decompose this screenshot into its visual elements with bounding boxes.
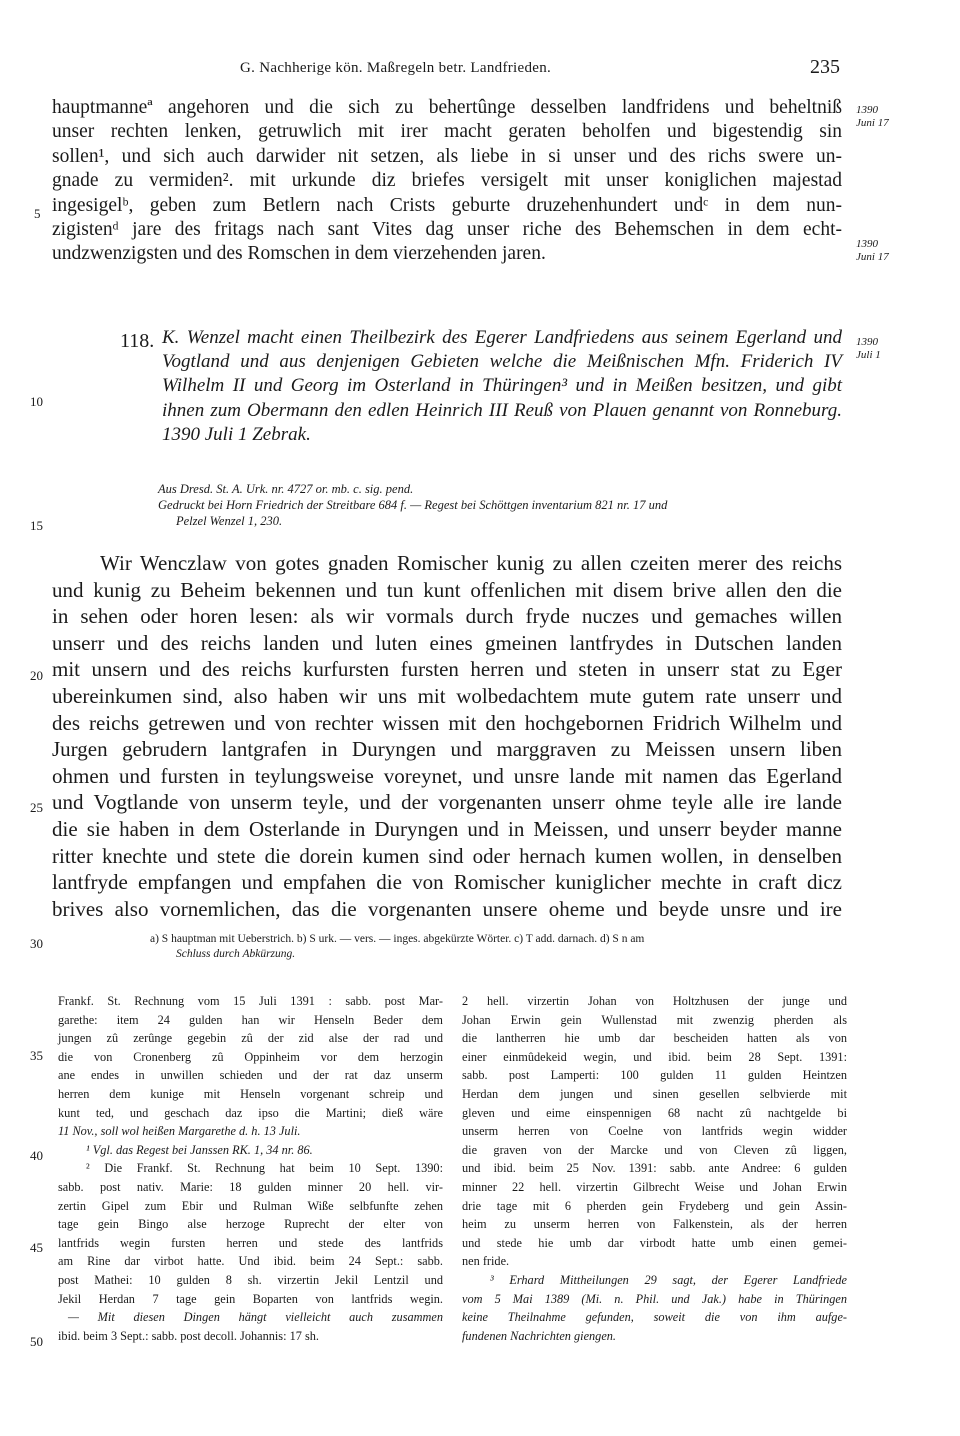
footnote-line: die graven von der Marcke und von Cleven zû liggen, <box>462 1142 847 1157</box>
footnote-line: ² Die Frankf. St. Rechnung hat beim 10 Sept. 1390: <box>86 1161 443 1176</box>
footnote-line: keine Theilnahme gefunden, soweit die von ihm aufge- <box>462 1310 847 1325</box>
heading-line: ihnen zum Obermann den edlen Heinrich III Reuß von Plauen genannt von Ronneburg. <box>162 399 842 421</box>
text-line: sollen¹, und sich auch darwider nit setzen, als liebe in si unser und des richs swere un- <box>52 145 842 167</box>
line-number: 20 <box>30 668 43 683</box>
line-number: 40 <box>30 1148 43 1163</box>
charter-line: mit unsern und des reichs kurfursten fursten herren und steten in unserr stat zu Eger <box>52 657 842 682</box>
line-number: 45 <box>30 1240 43 1255</box>
text-line: ingesigelᵇ, geben zum Betlern nach Crists geburte druzehenhundert undᶜ in dem nun- <box>52 194 842 216</box>
footnote-line: ¹ Vgl. das Regest bei Janssen RK. 1, 34 nr. 86. <box>86 1142 313 1157</box>
text-line: hauptmanneª angehoren und die sich zu behertûnge desselben landfridens und beheltniß <box>52 97 842 118</box>
footnote-line: Johan Erwin gein Wullenstad mit zwenzig pherden als <box>462 1012 847 1027</box>
footnote-line: nen fride. <box>462 1254 510 1269</box>
footnote-line: garethe: item 24 gulden han wir Henseln Beder dem <box>58 1012 443 1027</box>
margin-date-year: 1390 <box>856 336 878 348</box>
heading-line: Vogtland und aus denjenigen Gebieten welche die Meißnischen Mfn. Friderich IV <box>162 351 842 373</box>
footnote-line: am Rine dar virbot hatte. Und ibid. beim 24 Sept.: sabb. <box>58 1254 443 1269</box>
footnote-line: ane endes in unwillen schieden und der rat daz unserm <box>58 1068 443 1083</box>
footnote-line: minner 22 hell. virzertin Gilbrecht Weise und Johan Erwin <box>462 1179 847 1194</box>
footnote-line: Frankf. St. Rechnung vom 15 Juli 1391 : sabb. post Mar- <box>58 994 443 1008</box>
document-number: 118. <box>120 330 155 352</box>
source-line: Gedruckt bei Horn Friedrich der Streitbare 684 f. — Regest bei Schöttgen inventarium 821 nr. 17 und <box>158 497 668 512</box>
footnote-line: tage gein Bingo alse herzoge Ruprecht der elter von <box>58 1217 443 1232</box>
charter-line: ohmen und fursten in teylungsweise voreynet, und unsre lande mit namen das Egerland <box>52 763 842 788</box>
text-line: undzwenzigsten und des Romschen in dem vierzehenden jaren. <box>52 243 546 265</box>
footnote-line: die lantherren hie umb dar bescheiden hatten als von <box>462 1031 847 1046</box>
text-line: gnade zu vermiden². mit urkunde diz briefes versigelt mit unser koniglichen majestad <box>52 170 842 192</box>
footnote-line: einer einmûdekeid wegin, und ibid. beim 28 Sept. 1391: <box>462 1049 847 1064</box>
footnote-line: kunt ted, und geschach daz ipso die Martini; dieß wäre <box>58 1105 443 1120</box>
charter-line: des reichs getrewen und von rechter wissen mit den hochgebornen Fridrich Wilhelm und <box>52 710 842 735</box>
charter-line: und Vogtlande von unserm teyle, und der vorgenanten unserr ohme teyle alle ire lande <box>52 790 842 815</box>
footnote-line: — Mit diesen Dingen hängt vielleicht auch zusammen <box>68 1310 443 1325</box>
footnote-line: und stede hie umb dar virbodt hatte umb einen gemei- <box>462 1235 847 1250</box>
continuation-text <box>52 96 842 267</box>
footnote-line: Herdan dem jungen und sinen gesellen selbvierde mit <box>462 1086 847 1101</box>
margin-date-day: Juni 17 <box>856 251 889 263</box>
running-head: G. Nachherige kön. Maßregeln betr. Landfrieden. <box>240 60 552 76</box>
charter-line: brives also vornemlichen, das die vorgenanten unsere oheme und beyde unsre und ire <box>52 896 842 921</box>
charter-line: Wir Wenczlaw von gotes gnaden Romischer kunig zu allen czeiten merer des reichs <box>100 551 842 575</box>
line-number: 30 <box>30 936 43 951</box>
charter-line: und kunig zu Beheim bekennen und tun kunt offenlichen mit disem brive allen den die <box>52 577 842 602</box>
charter-line: in sehen oder horen lesen: als wir vormals durch fryde nuczes und gemaches willen <box>52 604 842 629</box>
footnote-line: Jekil Herdan 7 tage gein Boparten von lantfrids wegin. <box>58 1291 443 1306</box>
footnote-line: zertin Gipel zum Ebir und Rulman Wiße selbfunfte zehen <box>58 1198 443 1213</box>
footnote-line: 2 hell. virzertin Johan von Holtzhusen der junge und <box>462 994 847 1008</box>
heading-line: 1390 Juli 1 Zebrak. <box>162 423 311 445</box>
footnote-line: ibid. beim 3 Sept.: sabb. post decoll. Johannis: 17 sh. <box>58 1328 319 1343</box>
footnote-line: sabb. post Lamperti: 100 gulden 11 gulden Heintzen <box>462 1068 847 1083</box>
line-number: 15 <box>30 518 43 533</box>
footnote-line: herren dem kunige mit Henseln vorgenant schreip und <box>58 1086 443 1101</box>
charter-line: ubereinkumen sind, also haben wir uns mit wolbedachtem mute gutem rate unserr und <box>52 683 842 708</box>
footnotes-right-column <box>462 992 847 1345</box>
text-line: unser rechten lenken, getruwlich mit irer macht geraten beholfen und bigestendig sin <box>52 121 842 143</box>
page-number: 235 <box>810 56 840 78</box>
margin-date <box>856 336 916 362</box>
charter-line: unserr und des reichs landen und luten eines gmeinen lantfrydes in Dutschen landen <box>52 630 842 655</box>
source-line: Aus Dresd. St. A. Urk. nr. 4727 or. mb. c. sig. pend. <box>158 482 414 496</box>
footnote-line: sabb. post nativ. Marie: 18 gulden minner 20 hell. vir- <box>58 1179 443 1194</box>
heading-line: Wilhelm II und Georg im Osterland in Thüringen³ und in Meißen besitzen, und gibt <box>162 375 842 397</box>
line-number: 10 <box>30 394 43 409</box>
footnote-line: ³ Erhard Mittheilungen 29 sagt, der Egerer Landfriede <box>490 1272 847 1287</box>
footnote-line: vom 5 Mai 1389 (Mi. n. Phil. und Jak.) habe in Thüringen <box>462 1291 847 1306</box>
footnote-line: die von Cronenberg zû Oppinheim vor dem herzogin <box>58 1049 443 1064</box>
line-number: 25 <box>30 800 43 815</box>
heading-line: K. Wenzel macht einen Theilbezirk des Egerer Landfriedens aus seinem Egerland und <box>162 327 842 348</box>
footnote-line: drie tage mit 6 pherden gein Frydeberg und gein Assin- <box>462 1198 847 1213</box>
footnote-line: gleven und eime einspennigen 68 nacht zû nachtgelde bi <box>462 1105 847 1120</box>
footnote-line: jungen zû zerûnge gegebin zû der zid alse der rad und <box>58 1031 443 1046</box>
critical-apparatus <box>150 932 850 962</box>
charter-text <box>52 550 842 922</box>
footnotes-left-column <box>58 992 443 1345</box>
line-number: 5 <box>34 206 41 221</box>
charter-line: die sie haben in dem Osterlande in Duryngen und in Meissen, und unserr beyder manne <box>52 816 842 841</box>
margin-date <box>856 104 916 130</box>
margin-date-day: Juni 17 <box>856 117 889 129</box>
line-number: 35 <box>30 1048 43 1063</box>
footnote-line: und ibid. beim 25 Nov. 1391: sabb. ante Andree: 6 gulden <box>462 1161 847 1176</box>
footnote-line: post Mathei: 10 gulden 8 sh. virzertin Jekil Lentzil und <box>58 1272 443 1287</box>
footnote-line: heim zu unserm herren von Falkenstein, als der herren <box>462 1217 847 1232</box>
charter-line: lantfryde empfangen und empfahen die von Romischer kuniglicher mechte in craft dicz <box>52 870 842 895</box>
text-line: zigistenᵈ jare des fritags nach sant Vites dag unser riche des Behemschen in dem echt- <box>52 218 842 240</box>
footnote-line: lantfrids wegin fursten herren und stede des lantfrids <box>58 1235 443 1250</box>
margin-date <box>856 238 916 264</box>
margin-date-day: Juli 1 <box>856 349 881 361</box>
footnote-line: 11 Nov., soll wol heißen Margarethe d. h. 13 Juli. <box>58 1124 301 1139</box>
charter-line: Jurgen gebrudern lantgrafen in Duryngen und marggraven zu Meissen unsern liben <box>52 737 842 762</box>
apparatus-line: a) S hauptman mit Ueberstrich. b) S urk. — vers. — inges. abgekürzte Wörter. c) T add. darnach. d) S n am <box>150 933 645 945</box>
line-number: 50 <box>30 1334 43 1349</box>
footnote-line: fundenen Nachrichten giengen. <box>462 1328 617 1343</box>
source-line: Pelzel Wenzel 1, 230. <box>176 513 283 528</box>
margin-date-year: 1390 <box>856 238 878 250</box>
footnote-line: unserm herren von Coelne von lantfrids wegin widder <box>462 1124 847 1139</box>
document-heading <box>162 326 842 447</box>
margin-date-year: 1390 <box>856 104 878 116</box>
charter-line: ritter knechte und stete die dorein kumen sind oder hernach kumen wollen, in denselben <box>52 843 842 868</box>
source-references <box>158 482 848 529</box>
apparatus-line: Schluss durch Abkürzung. <box>176 948 296 960</box>
